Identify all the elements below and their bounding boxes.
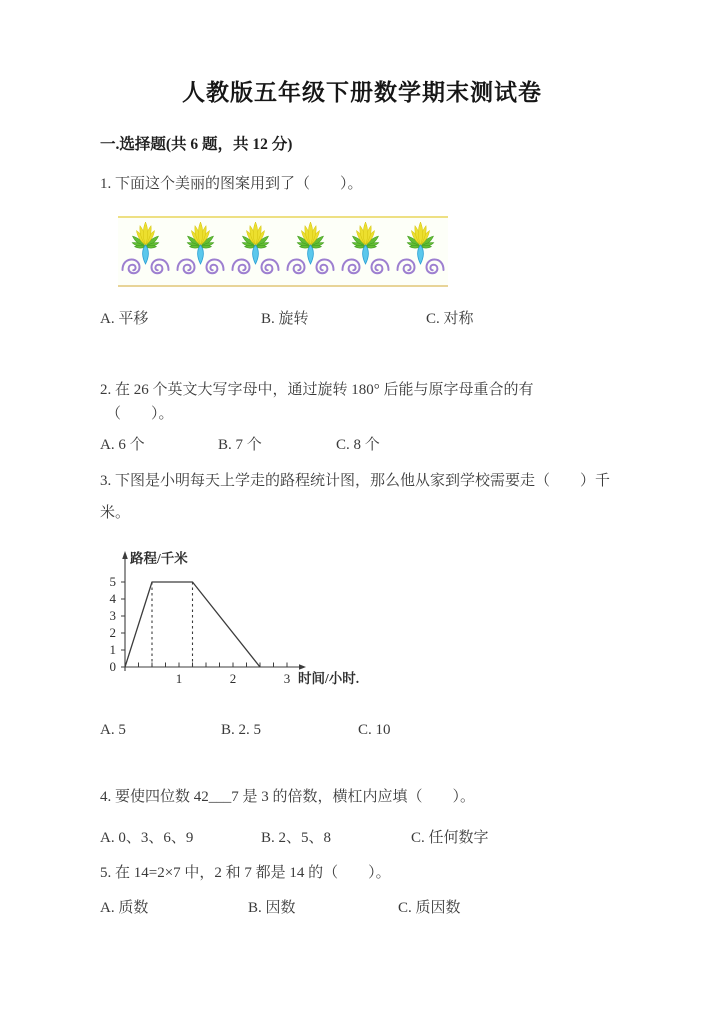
svg-text:3: 3: [283, 671, 291, 686]
y-tick-labels: [110, 574, 117, 674]
svg-text:1: 1: [175, 671, 183, 686]
y-axis-title: 路程/千米: [130, 551, 188, 566]
question-5-text: 5. 在 14=2×7 中，2 和 7 都是 14 的（ ）。: [100, 865, 391, 881]
section-heading: 一.选择题(共 6 题，共 12 分): [100, 136, 293, 153]
question-3-text-line1: 3. 下图是小明每天上学走的路程统计图，那么他从家到学校需要走（ ）千: [100, 473, 611, 489]
y-axis-arrow-icon: [122, 551, 128, 559]
question-3-options: [100, 720, 624, 741]
question-4-text: 4. 要使四位数 42___7 是 3 的倍数，横杠内应填（ ）。: [100, 789, 476, 805]
question-1-text: 1. 下面这个美丽的图案用到了（ ）。: [100, 176, 363, 192]
palmette-border-pattern: [118, 220, 448, 284]
option-b: B. 7 个: [218, 437, 262, 453]
question-5-options: [100, 898, 624, 919]
page-title: 人教版五年级下册数学期末测试卷: [182, 80, 542, 105]
option-c: C. 对称: [426, 311, 474, 327]
svg-text:5: 5: [109, 574, 116, 589]
question-2-text-line1: 2. 在 26 个英文大写字母中，通过旋转 180° 后能与原字母重合的有: [100, 382, 534, 398]
svg-text:3: 3: [109, 608, 116, 623]
option-c: C. 任何数字: [411, 830, 489, 846]
option-a: A. 0、3、6、9: [100, 830, 194, 846]
y-axis-ticks: [121, 582, 125, 650]
option-b: B. 因数: [248, 900, 296, 916]
option-b: B. 2、5、8: [261, 830, 332, 846]
option-a: A. 6 个: [100, 437, 145, 453]
svg-text:2: 2: [109, 625, 116, 640]
question-1-options: [100, 309, 624, 330]
question-2-text-line2: （ ）。: [106, 406, 174, 422]
question-4-options: [100, 828, 624, 849]
x-axis-title: 时间/小时.: [298, 671, 360, 686]
x-axis-arrow-icon: [299, 664, 306, 670]
option-a: A. 5: [100, 722, 126, 738]
svg-text:1: 1: [109, 642, 116, 657]
distance-time-chart: [95, 547, 624, 695]
question-2-options: [100, 435, 624, 456]
option-c: C. 10: [358, 722, 391, 738]
option-a: A. 质数: [100, 900, 149, 916]
option-b: B. 旋转: [261, 311, 309, 327]
svg-text:4: 4: [109, 591, 116, 606]
line-chart-svg: [95, 547, 395, 695]
option-a: A. 平移: [100, 311, 149, 327]
svg-text:0: 0: [109, 659, 116, 674]
option-c: C. 8 个: [336, 437, 380, 453]
option-c: C. 质因数: [398, 900, 461, 916]
question-3-text-line2: 米。: [100, 505, 131, 521]
x-tick-labels: [176, 671, 291, 686]
x-minor-ticks: [139, 663, 288, 668]
option-b: B. 2. 5: [221, 722, 262, 738]
svg-text:2: 2: [229, 671, 237, 686]
pattern-image: [118, 216, 448, 287]
